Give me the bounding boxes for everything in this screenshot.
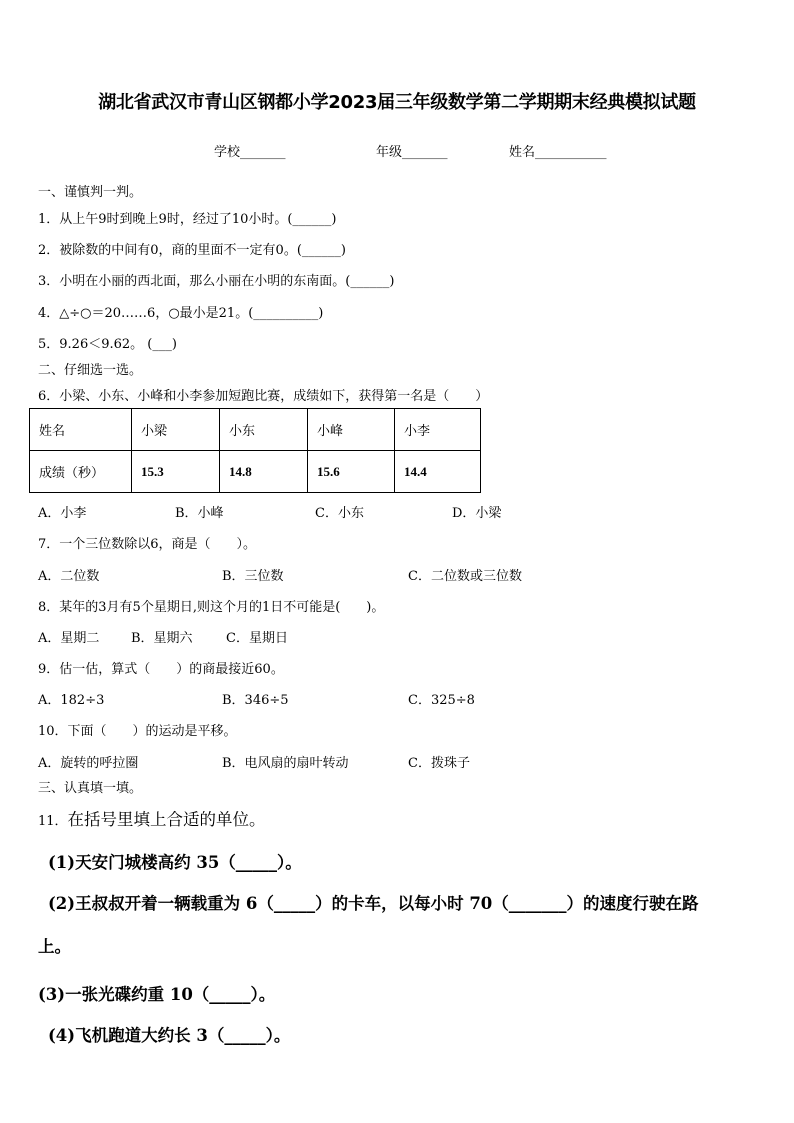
section-heading-fill: 三、认真填一填。 (38, 781, 143, 796)
table-cell: 小峰 (308, 409, 395, 451)
question-text: 在括号里填上合适的单位。 (67, 810, 266, 829)
page-title: 湖北省武汉市青山区钢都小学2023届三年级数学第二学期期末经典模拟试题 (98, 92, 696, 113)
question-11-part-2-cont: 上。 (38, 937, 71, 956)
question-8: 8．某年的3月有5个星期日,则这个月的1日不可能是( )。 (38, 600, 385, 615)
table-row (30, 451, 481, 493)
q6-option-d[interactable]: D．小梁 (452, 506, 502, 521)
q9-option-b[interactable]: B．346÷5 (222, 693, 289, 708)
results-table (29, 408, 481, 493)
q7-option-b[interactable]: B．三位数 (222, 569, 284, 584)
q8-option-c[interactable]: C．星期日 (226, 631, 288, 646)
question-11-part-3: (3)一张光碟约重 10（_____）。 (38, 985, 276, 1004)
name-field: 姓名___________ (509, 145, 607, 160)
table-row (30, 409, 481, 451)
q7-option-a[interactable]: A．二位数 (38, 569, 100, 584)
q8-option-a[interactable]: A．星期二 (38, 631, 100, 646)
question-3: 3．小明在小丽的西北面，那么小丽在小明的东南面。(______) (38, 274, 395, 289)
table-cell: 14.8 (220, 451, 308, 493)
table-cell: 15.3 (132, 451, 220, 493)
question-number: 11． (38, 814, 68, 829)
table-cell: 成绩（秒） (30, 451, 132, 493)
question-9: 9．估一估，算式（ ）的商最接近60。 (38, 662, 284, 677)
question-6: 6．小梁、小东、小峰和小李参加短跑比赛，成绩如下，获得第一名是（ ） (38, 389, 489, 404)
question-11-part-4: (4)飞机跑道大约长 3（_____）。 (48, 1026, 291, 1045)
question-11-part-2: (2)王叔叔开着一辆载重为 6（_____）的卡车，以每小时 70（_______）的速度行驶在路 (48, 894, 699, 913)
question-11-part-1: (1)天安门城楼高约 35（_____）。 (48, 853, 302, 872)
table-cell: 小李 (395, 409, 481, 451)
question-11 (38, 806, 266, 830)
school-field: 学校_______ (214, 145, 286, 160)
section-heading-judge: 一、谨慎判一判。 (38, 185, 143, 200)
table-cell: 小东 (220, 409, 308, 451)
q6-option-a[interactable]: A．小李 (38, 506, 87, 521)
table-cell: 姓名 (30, 409, 132, 451)
table-cell: 14.4 (395, 451, 481, 493)
q10-option-b[interactable]: B．电风扇的扇叶转动 (222, 756, 349, 771)
q9-option-c[interactable]: C．325÷8 (408, 693, 475, 708)
question-4: 4．△÷○＝20……6，○最小是21。(__________) (38, 306, 324, 321)
q7-option-c[interactable]: C．二位数或三位数 (408, 569, 522, 584)
question-10: 10．下面（ ）的运动是平移。 (38, 724, 237, 739)
q6-option-b[interactable]: B．小峰 (175, 506, 224, 521)
q8-option-b[interactable]: B．星期六 (131, 631, 193, 646)
question-1: 1．从上午9时到晚上9时，经过了10小时。(______) (38, 212, 337, 227)
question-7: 7．一个三位数除以6，商是（ ）。 (38, 537, 257, 552)
q10-option-c[interactable]: C．拨珠子 (408, 756, 470, 771)
table-cell: 15.6 (308, 451, 395, 493)
section-heading-choose: 二、仔细选一选。 (38, 363, 143, 378)
q10-option-a[interactable]: A．旋转的呼拉圈 (38, 756, 139, 771)
table-cell: 小梁 (132, 409, 220, 451)
question-2: 2．被除数的中间有0，商的里面不一定有0。(______) (38, 243, 346, 258)
question-5: 5．9.26＜9.62。 (___) (38, 337, 177, 352)
q6-option-c[interactable]: C．小东 (315, 506, 364, 521)
q9-option-a[interactable]: A．182÷3 (38, 693, 105, 708)
grade-field: 年级_______ (376, 145, 448, 160)
